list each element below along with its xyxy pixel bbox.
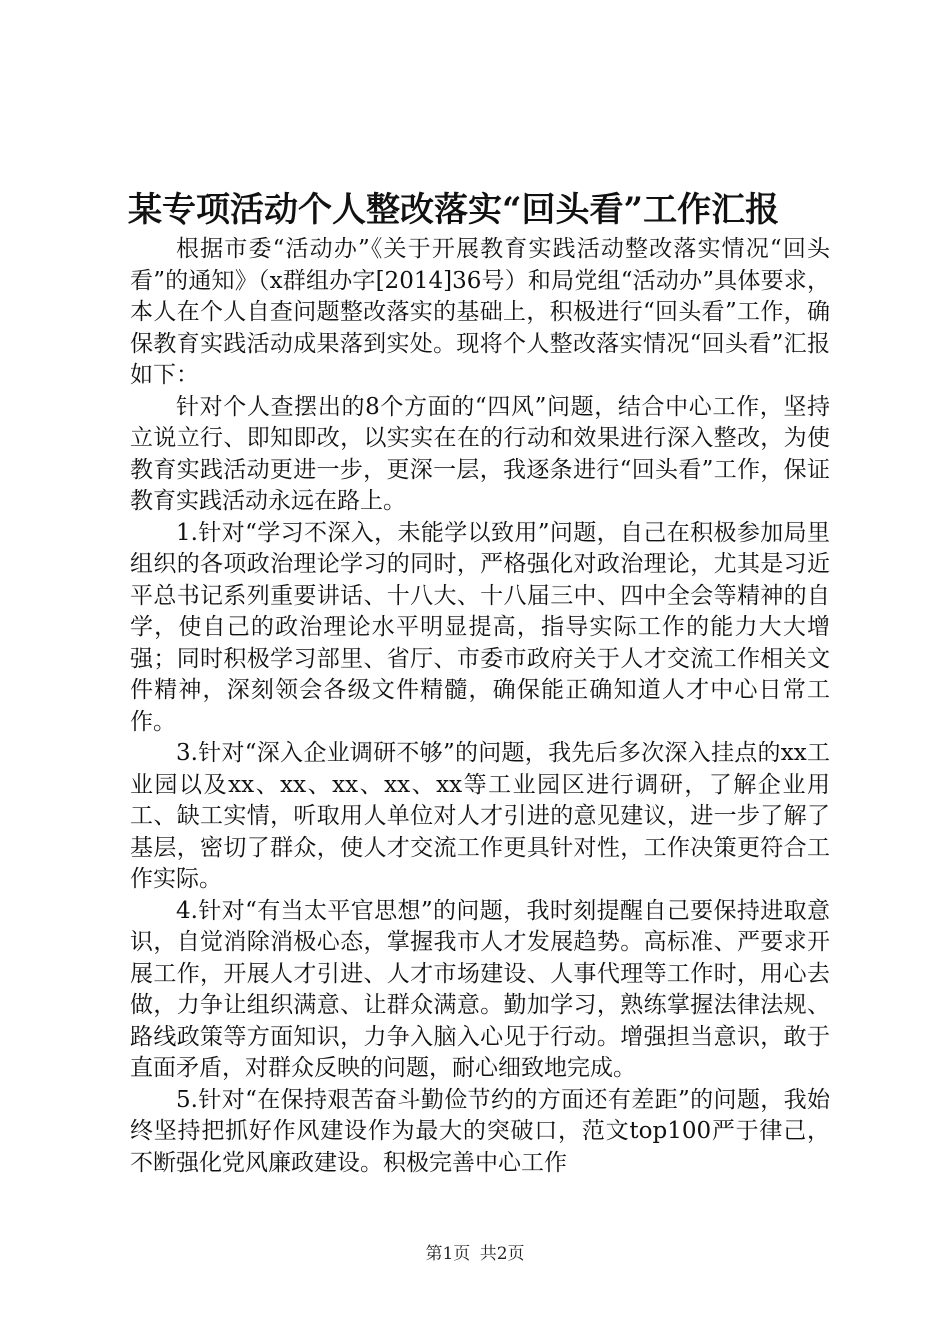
paragraph-item-4: 4.针对“有当太平官思想”的问题，我时刻提醒自己要保持进取意识，自觉消除消极心态，掌握我市人才发展趋势。高标准、严要求开展工作，开展人才引进、人才市场建设、人事代理等工作时，用心去做，力争让组织满意、让群众满意。勤加学习，熟练掌握法律法规、路线政策等方面知识，力争入脑入心见于行动。增强担当意识，敢于直面矛盾，对群众反映的问题，耐心细致地完成。 [130, 897, 830, 1081]
page-number: 第1页 [425, 1244, 471, 1264]
page-total: 共2页 [479, 1244, 525, 1264]
paragraph-intro: 根据市委“活动办”《关于开展教育实践活动整改落实情况“回头看”的通知》（x群组办字[2014]36号）和局党组“活动办”具体要求，本人在个人自查问题整改落实的基础上，积极进行“回头看”工作，确保教育实践活动成果落到实处。现将个人整改落实情况“回头看”汇报如下： [130, 236, 830, 388]
paragraph-item-3: 3.针对“深入企业调研不够”的问题，我先后多次深入挂点的xx工业园以及xx、xx、xx、xx、xx等工业园区进行调研，了解企业用工、缺工实情，听取用人单位对人才引进的意见建议，进一步了解了基层，密切了群众，使人才交流工作更具针对性，工作决策更符合工作实际。 [130, 740, 830, 892]
page-footer [0, 1243, 950, 1265]
document-body [130, 234, 830, 1179]
paragraph-item-1: 1.针对“学习不深入，未能学以致用”问题，自己在积极参加局里组织的各项政治理论学习的同时，严格强化对政治理论，尤其是习近平总书记系列重要讲话、十八大、十八届三中、四中全会等精神的自学，使自己的政治理论水平明显提高，指导实际工作的能力大大增强；同时积极学习部里、省厅、市委市政府关于人才交流工作相关文件精神，深刻领会各级文件精髓，确保能正确知道人才中心日常工作。 [130, 519, 830, 735]
paragraph-overview: 针对个人查摆出的8个方面的“四风”问题，结合中心工作，坚持立说立行、即知即改，以实实在在的行动和效果进行深入整改，为使教育实践活动更进一步，更深一层，我逐条进行“回头看”工作，保证教育实践活动永远在路上。 [130, 393, 830, 514]
document-title: 某专项活动个人整改落实“回头看”工作汇报 [128, 190, 780, 230]
paragraph-item-5: 5.针对“在保持艰苦奋斗勤俭节约的方面还有差距”的问题，我始终坚持把抓好作风建设作为最大的突破口，范文top100严于律己，不断强化党风廉政建设。积极完善中心工作 [130, 1086, 830, 1176]
